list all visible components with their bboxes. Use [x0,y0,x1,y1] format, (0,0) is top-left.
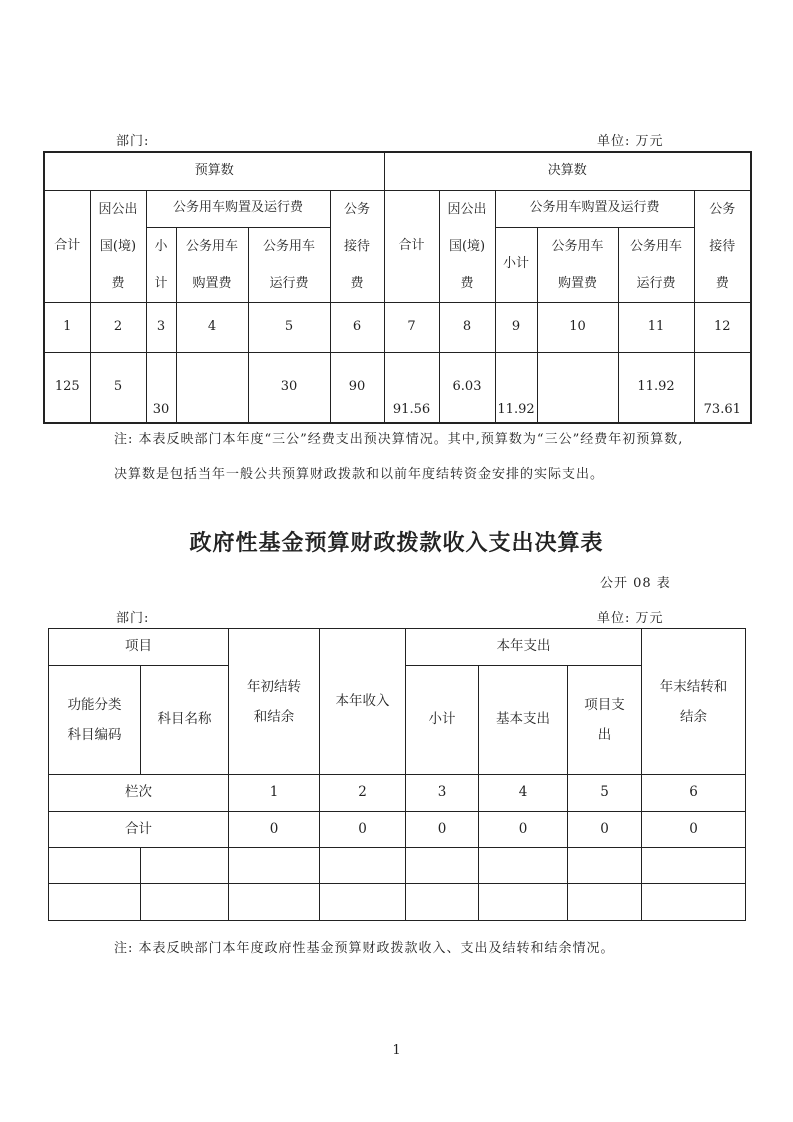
note-line-2: 决算数是包括当年一般公共预算财政拨款和以前年度结转资金安排的实际支出。 [114,467,605,482]
empty-cell [229,884,320,921]
col-number: 9 [495,302,537,352]
empty-cell [141,848,229,884]
three-public-expenses-table [43,151,752,424]
f-vehicle-group-header: 公务用车购置及运行费 [495,190,694,227]
b-purchase-header: 公务用车 购置费 [176,227,248,302]
empty-cell [642,848,746,884]
empty-cell [49,884,141,921]
subject-name-header: 科目名称 [141,666,229,775]
col-number: 2 [90,302,146,352]
function-code-header: 功能分类 科目编码 [49,666,141,775]
b-subtotal-header: 小 计 [146,227,176,302]
income-header: 本年收入 [320,629,406,775]
unit-label: 单位: 万元 [597,134,664,149]
col-number: 5 [248,302,330,352]
col-number: 3 [146,302,176,352]
empty-cell [568,884,642,921]
empty-cell [229,848,320,884]
empty-cell [642,884,746,921]
f-operation-header: 公务用车 运行费 [618,227,694,302]
dept-label: 部门: [116,134,150,149]
col-number: 1 [44,302,90,352]
total-value: 0 [320,812,406,848]
f-purchase-value [537,352,618,423]
b-reception-value: 90 [330,352,384,423]
dept-label-2: 部门: [116,611,150,626]
empty-cell [479,884,568,921]
empty-cell [141,884,229,921]
page-title: 政府性基金预算财政拨款收入支出决算表 [189,530,604,556]
col-number: 10 [537,302,618,352]
budget-header: 预算数 [44,152,384,190]
total-label: 合计 [49,812,229,848]
f-reception-value: 73.61 [694,352,751,423]
empty-cell [406,884,479,921]
f-subtotal-header: 小计 [495,227,537,302]
b-vehicle-subtotal-value: 30 [146,352,176,423]
total-value: 0 [479,812,568,848]
project-expense-header: 项目支 出 [568,666,642,775]
f-total-header: 合计 [384,190,439,302]
f-purchase-header: 公务用车 购置费 [537,227,618,302]
col-number: 6 [642,775,746,812]
total-value: 0 [406,812,479,848]
f-total-value: 91.56 [384,352,439,423]
f-reception-header: 公务 接待 费 [694,190,751,302]
gov-fund-table [48,628,746,921]
col-number: 3 [406,775,479,812]
subtotal-header: 小计 [406,666,479,775]
empty-cell [568,848,642,884]
col-number: 6 [330,302,384,352]
empty-cell [406,848,479,884]
note-line-1: 注: 本表反映部门本年度“三公”经费支出预决算情况。其中,预算数为“三公”经费年初预算数, [114,432,684,447]
b-abroad-value: 5 [90,352,146,423]
col-number: 4 [479,775,568,812]
opening-balance-header: 年初结转 和结余 [229,629,320,775]
empty-cell [49,848,141,884]
col-number: 2 [320,775,406,812]
b-purchase-value [176,352,248,423]
total-value: 0 [642,812,746,848]
note-gov-fund: 注: 本表反映部门本年度政府性基金预算财政拨款收入、支出及结转和结余情况。 [114,941,615,956]
page-number: 1 [392,1043,401,1058]
b-operation-header: 公务用车 运行费 [248,227,330,302]
empty-cell [320,848,406,884]
f-abroad-header: 因公出 国(境) 费 [439,190,495,302]
table-number: 公开 08 表 [600,576,671,591]
b-operation-value: 30 [248,352,330,423]
b-total-value: 125 [44,352,90,423]
row-label: 栏次 [49,775,229,812]
b-total-header: 合计 [44,190,90,302]
empty-cell [479,848,568,884]
col-number: 1 [229,775,320,812]
total-value: 0 [568,812,642,848]
b-abroad-header: 因公出 国(境) 费 [90,190,146,302]
col-number: 12 [694,302,751,352]
unit-label-2: 单位: 万元 [597,611,664,626]
f-vehicle-subtotal-value: 11.92 [495,352,537,423]
col-number: 8 [439,302,495,352]
b-reception-header: 公务 接待 费 [330,190,384,302]
col-number: 11 [618,302,694,352]
f-abroad-value: 6.03 [439,352,495,423]
closing-balance-header: 年末结转和 结余 [642,629,746,775]
total-value: 0 [229,812,320,848]
item-header: 项目 [49,629,229,666]
col-number: 7 [384,302,439,352]
basic-expense-header: 基本支出 [479,666,568,775]
expense-group-header: 本年支出 [406,629,642,666]
col-number: 4 [176,302,248,352]
b-vehicle-group-header: 公务用车购置及运行费 [146,190,330,227]
f-operation-value: 11.92 [618,352,694,423]
final-header: 决算数 [384,152,751,190]
empty-cell [320,884,406,921]
col-number: 5 [568,775,642,812]
